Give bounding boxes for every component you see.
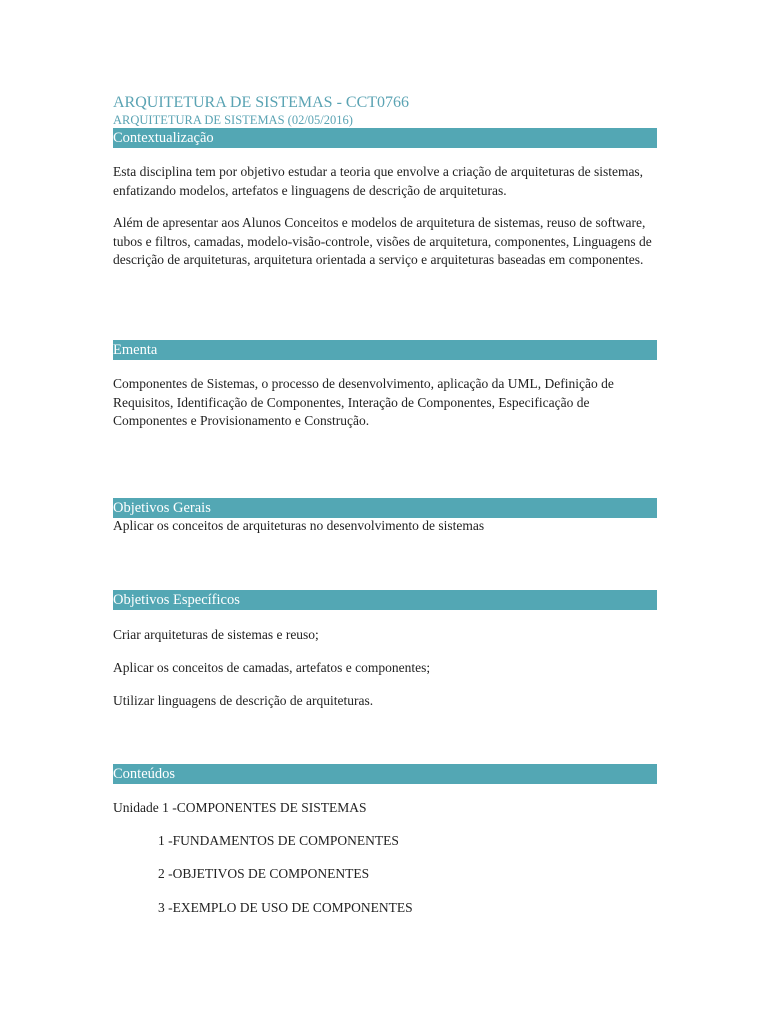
section-heading-conteudos: [113, 764, 657, 784]
section-heading-ementa: [113, 340, 657, 360]
content-unit: Unidade 1 -COMPONENTES DE SISTEMAS: [113, 800, 367, 815]
section-heading-label: Conteúdos: [113, 766, 176, 782]
document-subtitle: ARQUITETURA DE SISTEMAS (02/05/2016): [113, 113, 353, 127]
section-heading-label: Contextualização: [113, 130, 214, 146]
section-heading-label: Objetivos Gerais: [113, 500, 211, 516]
list-item: Aplicar os conceitos de camadas, artefatos e componentes;: [113, 660, 431, 675]
paragraph-contextualizacao-2: Além de apresentar aos Alunos Conceitos e modelos de arquitetura de sistemas, reuso de software, tubos e filtros, camadas, modelo-visão-controle, visões de arquitetura, componentes, Linguagens de descrição de arquiteturas, arquitetura orientada a serviço e arquiteturas baseadas em componentes.: [113, 215, 652, 267]
content-subitem: 2 -OBJETIVOS DE COMPONENTES: [158, 866, 370, 881]
section-heading-contextualizacao: [113, 128, 657, 148]
list-item: Utilizar linguagens de descrição de arquiteturas.: [113, 693, 374, 708]
document-title: ARQUITETURA DE SISTEMAS - CCT0766: [113, 94, 410, 111]
content-subitem: 3 -EXEMPLO DE USO DE COMPONENTES: [158, 900, 413, 915]
paragraph-objetivos-gerais: Aplicar os conceitos de arquiteturas no desenvolvimento de sistemas: [113, 518, 485, 533]
section-heading-label: Objetivos Específicos: [113, 592, 240, 608]
content-subitem: 1 -FUNDAMENTOS DE COMPONENTES: [158, 833, 399, 848]
section-heading-objetivos-gerais: [113, 498, 657, 518]
list-item: Criar arquiteturas de sistemas e reuso;: [113, 627, 319, 642]
paragraph-ementa: Componentes de Sistemas, o processo de desenvolvimento, aplicação da UML, Definição de Requisitos, Identificação de Componentes, Interação de Componentes, Especificação de Componentes e Provisionamento e Construção.: [113, 376, 614, 428]
section-heading-label: Ementa: [113, 342, 158, 358]
section-heading-objetivos-especificos: [113, 590, 657, 610]
paragraph-contextualizacao-1: Esta disciplina tem por objetivo estudar a teoria que envolve a criação de arquiteturas de sistemas, enfatizando modelos, artefatos e linguagens de descrição de arquiteturas.: [113, 164, 644, 198]
